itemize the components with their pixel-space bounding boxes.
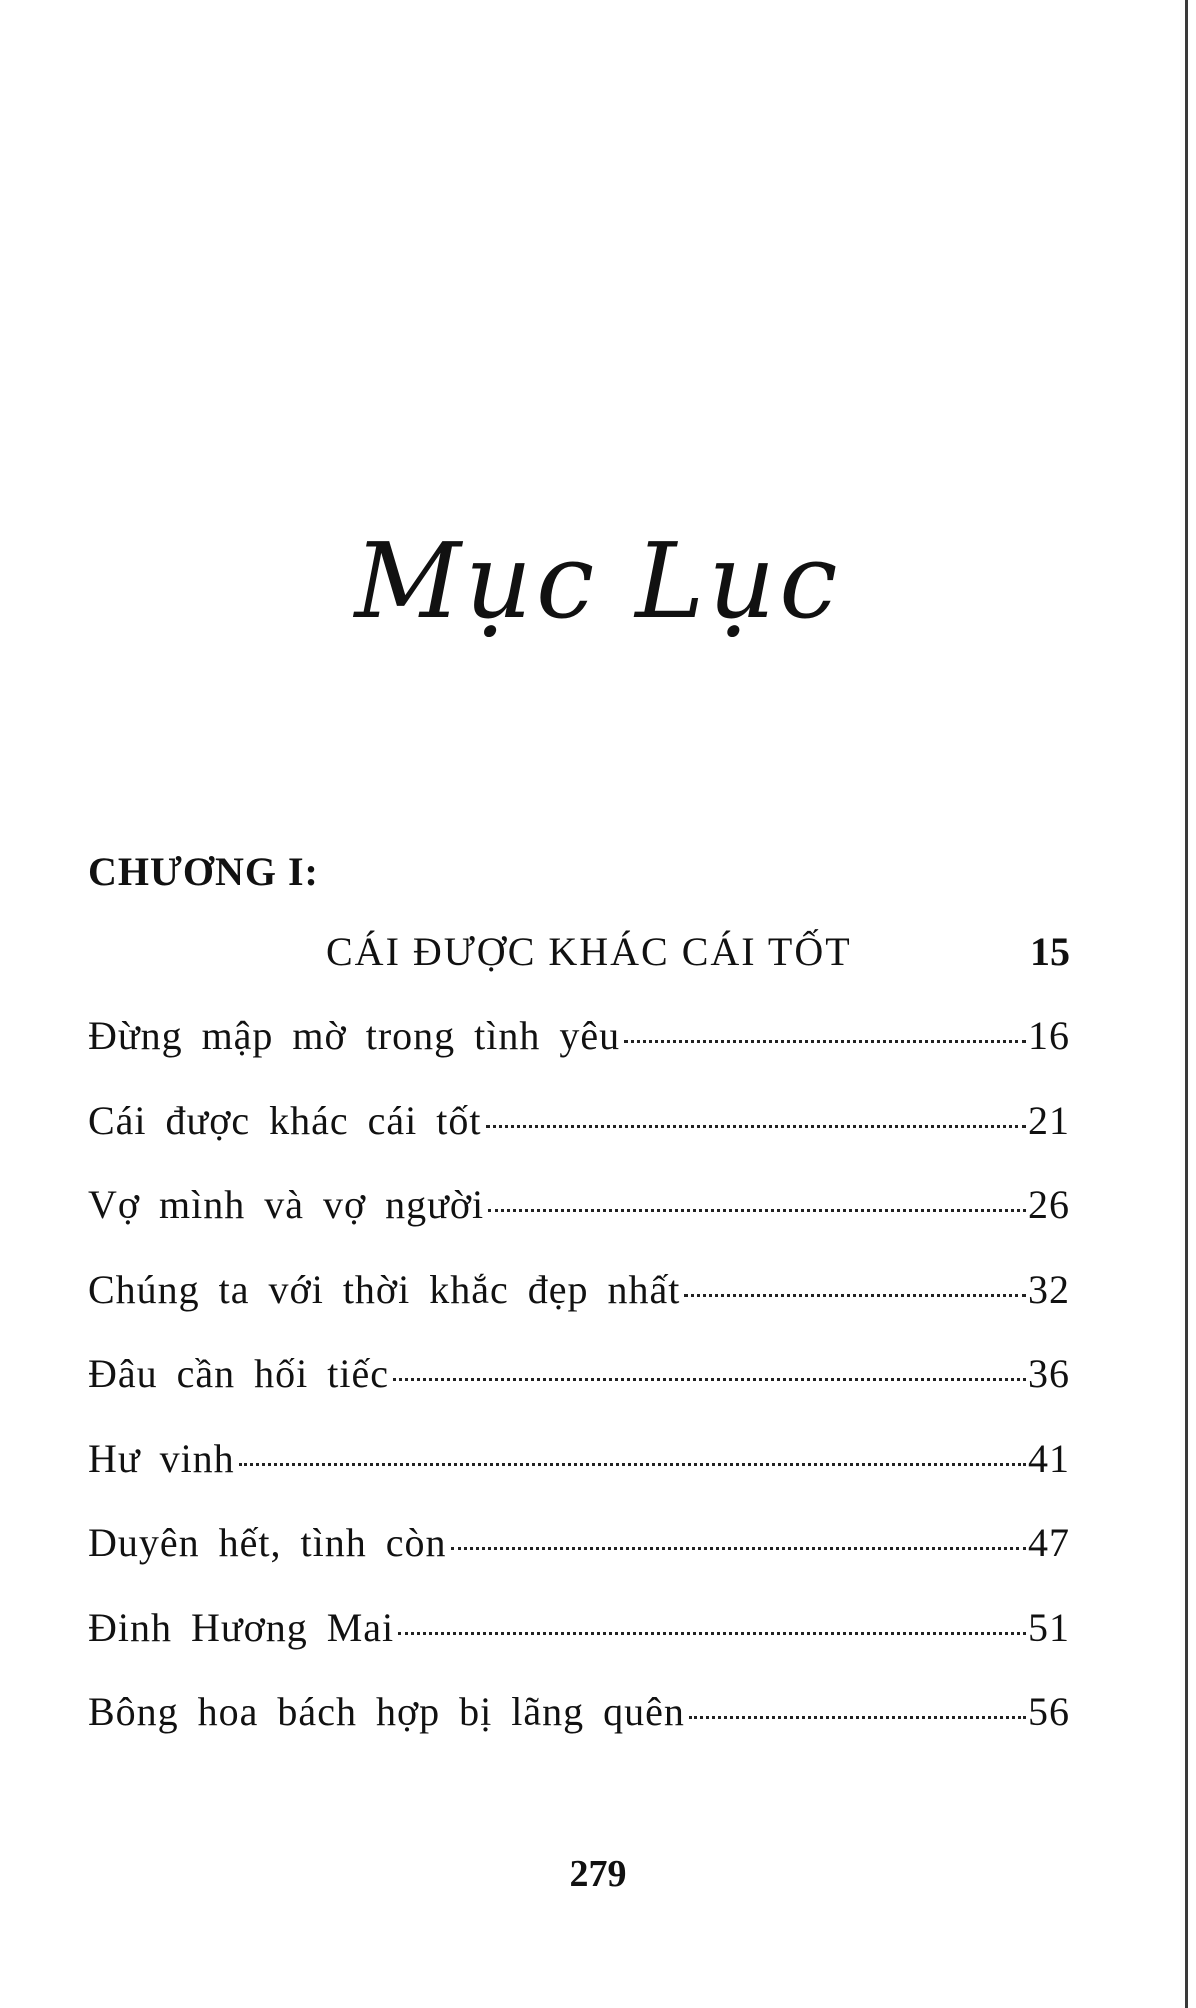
toc-leader-dots bbox=[684, 1294, 1026, 1297]
toc-entry-page: 56 bbox=[1028, 1689, 1070, 1734]
toc-entry bbox=[88, 1519, 1070, 1604]
chapter-page-number: 15 bbox=[1030, 929, 1070, 974]
toc-entry bbox=[88, 1012, 1070, 1097]
toc-entry-page: 32 bbox=[1028, 1266, 1070, 1312]
toc-entry-page: 51 bbox=[1028, 1604, 1070, 1650]
toc-entry-title: Vợ mình và vợ người bbox=[88, 1182, 485, 1227]
toc-entry-title: Đâu cần hối tiếc bbox=[88, 1351, 389, 1396]
toc-leader-dots bbox=[486, 1125, 1027, 1128]
chapter-label: CHƯƠNG I: bbox=[88, 849, 319, 894]
toc-entry-title: Bông hoa bách hợp bị lãng quên bbox=[88, 1689, 685, 1734]
toc-entry-page: 21 bbox=[1028, 1097, 1070, 1143]
toc-entry bbox=[88, 1181, 1070, 1266]
toc-leader-dots bbox=[393, 1378, 1026, 1381]
toc-entry-title: Hư vinh bbox=[88, 1435, 235, 1481]
page-heading: Mục Lục bbox=[354, 520, 842, 642]
toc-entry-title: Đừng mập mờ trong tình yêu bbox=[88, 1013, 621, 1058]
toc-leader-dots bbox=[624, 1040, 1026, 1043]
page-edge-line bbox=[1185, 0, 1188, 2008]
toc-entry-page: 26 bbox=[1028, 1182, 1070, 1227]
toc-leader-dots bbox=[488, 1209, 1026, 1212]
toc-leader-dots bbox=[239, 1463, 1026, 1466]
page-number: 279 bbox=[569, 1853, 627, 1895]
toc-entry bbox=[88, 1688, 1070, 1773]
toc-entry bbox=[88, 1350, 1070, 1435]
chapter-title-row bbox=[326, 928, 1070, 975]
toc-entry-title: Cái được khác cái tốt bbox=[88, 1097, 482, 1143]
toc-entry bbox=[88, 1266, 1070, 1351]
toc-entry-title: Duyên hết, tình còn bbox=[88, 1520, 447, 1565]
toc-leader-dots bbox=[451, 1547, 1027, 1550]
toc-entry-page: 47 bbox=[1028, 1520, 1070, 1565]
toc-entry bbox=[88, 1435, 1070, 1520]
toc-leader-dots bbox=[398, 1632, 1026, 1635]
toc-entry-page: 16 bbox=[1028, 1013, 1070, 1058]
toc-leader-dots bbox=[689, 1716, 1026, 1719]
toc-entry-page: 36 bbox=[1028, 1351, 1070, 1396]
chapter-title: CÁI ĐƯỢC KHÁC CÁI TỐT bbox=[326, 929, 852, 974]
toc-entry-title: Chúng ta với thời khắc đẹp nhất bbox=[88, 1266, 681, 1312]
toc-entry bbox=[88, 1604, 1070, 1689]
toc-entry-title: Đinh Hương Mai bbox=[88, 1604, 395, 1650]
toc-entry bbox=[88, 1097, 1070, 1182]
table-of-contents bbox=[88, 1012, 1070, 1773]
toc-entry-page: 41 bbox=[1028, 1435, 1070, 1481]
